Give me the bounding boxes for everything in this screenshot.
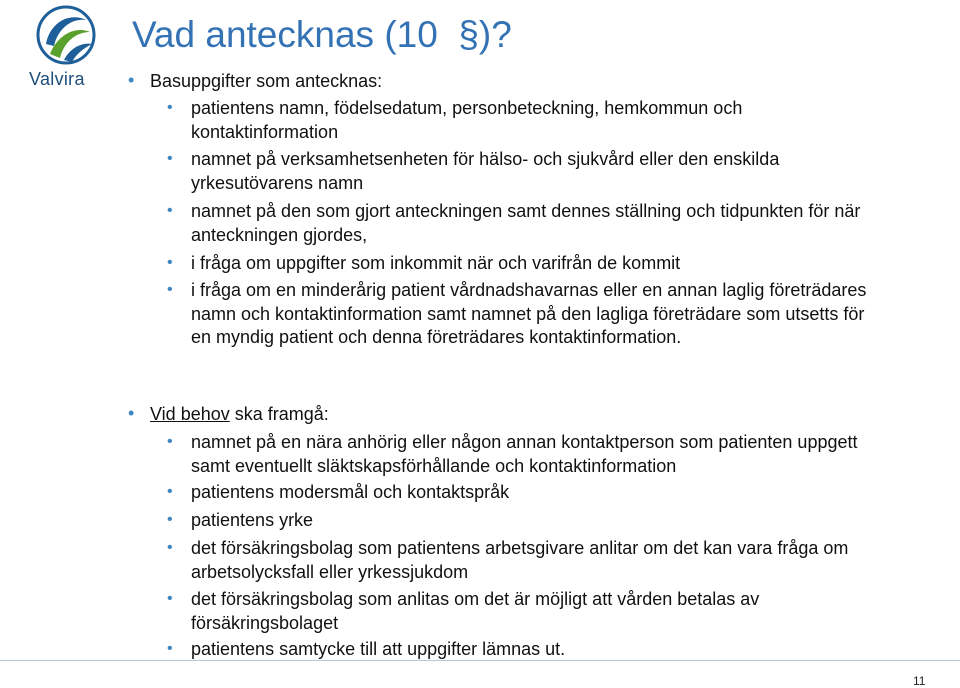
list-item: • namnet på en nära anhörig eller någon annan kontaktperson som patienten uppgett samt eventuellt släktskapsförhållande och kontaktinformation: [191, 431, 891, 478]
section-heading: [150, 403, 329, 425]
list-item: • namnet på den som gjort anteckningen samt dennes ställning och tidpunkten för när anteckningen gjordes,: [191, 200, 891, 247]
slide-title: Vad antecknas (10 §)?: [132, 14, 512, 55]
list-item: • i fråga om en minderårig patient vårdnadshavarnas eller en annan laglig företrädares namn och kontaktinformation samt namnet på den lagliga företrädare som utsetts för en myndig patient och denna företrädares kontaktinformation.: [191, 279, 881, 350]
list-item: • patientens namn, födelsedatum, personbeteckning, hemkommun och kontaktinformation: [191, 97, 891, 144]
list-item: • det försäkringsbolag som patientens arbetsgivare anlitar om det kan vara fråga om arbetsolycksfall eller yrkessjukdom: [191, 537, 891, 584]
valvira-logo: [20, 4, 110, 92]
heading-rest: ska framgå:: [229, 404, 329, 424]
list-item: • namnet på verksamhetsenheten för hälso- och sjukvård eller den enskilda yrkesutövarens namn: [191, 148, 891, 195]
list-item: • det försäkringsbolag som anlitas om det är möjligt att vården betalas av försäkringsbolaget: [191, 588, 891, 635]
footer-divider: [0, 660, 960, 661]
heading-underlined: Vid behov: [150, 404, 230, 424]
list-item: • patientens samtycke till att uppgifter lämnas ut.: [191, 638, 891, 662]
list-item: • i fråga om uppgifter som inkommit när och varifrån de kommit: [191, 252, 891, 276]
logo-text: Valvira: [29, 69, 85, 89]
valvira-swirl-logo-icon: [36, 4, 96, 66]
section-heading: • Basuppgifter som antecknas:: [150, 70, 382, 92]
list-item: • patientens yrke: [191, 509, 891, 533]
list-item: • patientens modersmål och kontaktspråk: [191, 481, 891, 505]
page-number: 11: [913, 674, 926, 688]
